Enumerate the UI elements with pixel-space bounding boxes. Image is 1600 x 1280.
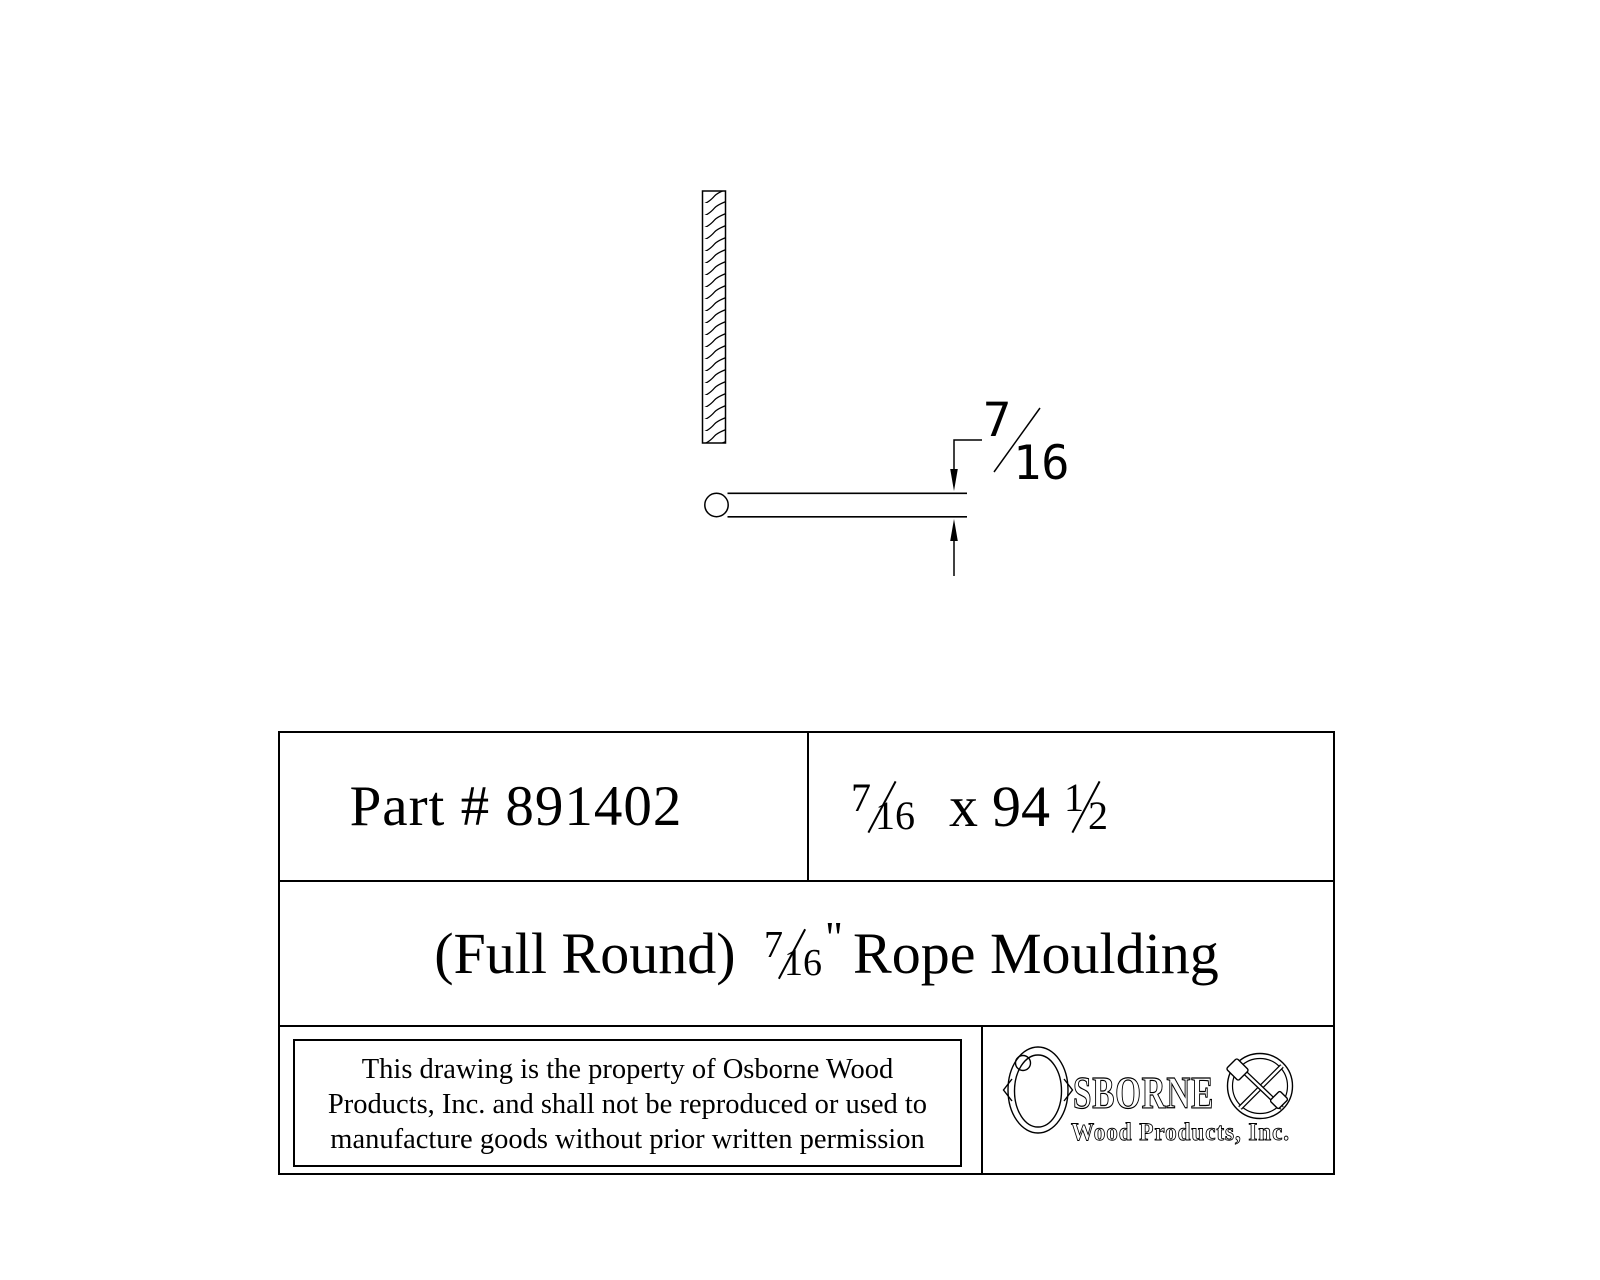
disclaimer-line: manufacture goods without prior written permission bbox=[330, 1124, 925, 1155]
description-fraction-numerator: 7 bbox=[764, 923, 784, 966]
part-number: Part # 891402 bbox=[349, 775, 683, 838]
length-fraction-numerator: 1 bbox=[1064, 774, 1084, 820]
length-whole-number: 94 bbox=[992, 774, 1050, 839]
title-block bbox=[278, 731, 1335, 1175]
description-fraction bbox=[764, 923, 823, 984]
width-fraction-denominator: 16 bbox=[875, 792, 915, 838]
dimension-leader-line bbox=[954, 440, 982, 471]
dimension-arrow-down bbox=[950, 469, 958, 491]
dimension-numerator: 7 bbox=[983, 393, 1012, 448]
size-cell bbox=[809, 733, 1333, 882]
disclaimer-box bbox=[293, 1039, 962, 1167]
dimension-arrow-up bbox=[950, 519, 958, 541]
logo-name-text: SBORNE bbox=[1073, 1068, 1214, 1118]
disclaimer-line: Products, Inc. and shall not be reproduced or used to bbox=[327, 1089, 928, 1120]
length-fraction bbox=[1064, 774, 1108, 838]
logo-subtext: Wood Products, Inc. bbox=[1071, 1119, 1290, 1146]
part-number-cell bbox=[280, 733, 809, 882]
disclaimer-cell bbox=[280, 1027, 983, 1173]
description-prefix: (Full Round) bbox=[434, 921, 751, 986]
rope-profile-strip bbox=[703, 191, 726, 443]
width-fraction bbox=[851, 774, 915, 838]
description-fraction-denominator: 16 bbox=[784, 941, 823, 984]
end-view-circle bbox=[705, 493, 728, 516]
logo-cell bbox=[983, 1027, 1333, 1173]
osborne-logo bbox=[983, 1027, 1333, 1173]
width-fraction-numerator: 7 bbox=[851, 774, 871, 820]
disclaimer-line: This drawing is the property of Osborne Wood bbox=[361, 1054, 894, 1085]
inch-mark: " bbox=[825, 913, 844, 962]
description-suffix: Rope Moulding bbox=[853, 921, 1219, 986]
crossed-hammers-icon bbox=[1226, 1054, 1292, 1119]
description-cell bbox=[280, 882, 1333, 1027]
length-fraction-denominator: 2 bbox=[1088, 792, 1108, 838]
logo-letter-o bbox=[1004, 1047, 1073, 1133]
dimension-denominator: 16 bbox=[1013, 436, 1070, 491]
size-separator: x bbox=[949, 774, 978, 839]
